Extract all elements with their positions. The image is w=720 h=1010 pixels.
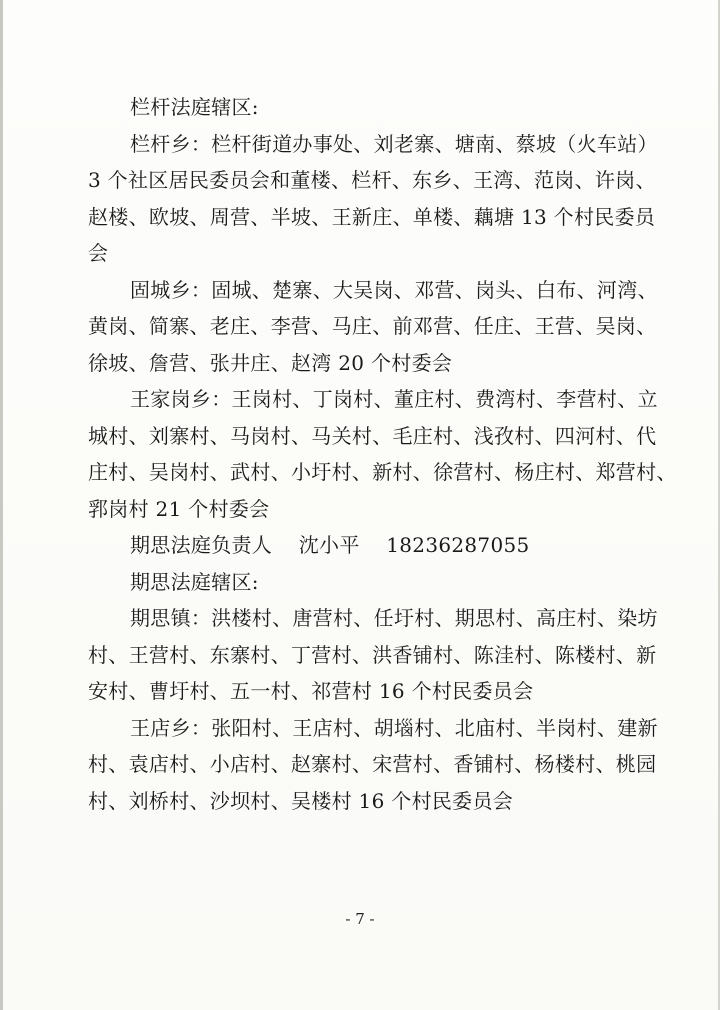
text-line: 栏杆乡：栏杆街道办事处、刘老寨、塘南、蔡坡（火车站） <box>130 131 658 156</box>
text-line: 安村、曹圩村、五一村、祁营村 16 个村民委员会 <box>88 679 534 703</box>
paragraph-qisi-town <box>88 600 658 710</box>
text-line: 3 个社区居民委员会和董楼、栏杆、东乡、王湾、范岗、许岗、 <box>88 168 656 192</box>
document-body <box>88 89 677 819</box>
text-line: 会 <box>88 241 109 265</box>
section-heading-langan: 栏杆法庭辖区: <box>130 95 259 119</box>
text-line: 庄村、吴岗村、武村、小圩村、新村、徐营村、杨庄村、郑营村、 <box>88 460 677 484</box>
page-number: - 7 - <box>345 910 375 928</box>
text-line: 村、刘桥村、沙坝村、吴楼村 16 个村民委员会 <box>88 788 514 813</box>
text-line: 城村、刘寨村、马岗村、马关村、毛庄村、浅孜村、四河村、代 <box>88 423 657 448</box>
text-line: 王店乡：张阳村、王店村、胡堖村、北庙村、半岗村、建新 <box>130 715 658 740</box>
text-line: 村、王营村、东寨村、丁营村、洪香铺村、陈洼村、陈楼村、新 <box>88 642 657 667</box>
paragraph-gucheng-township <box>88 272 658 382</box>
text-line: 固城乡：固城、楚寨、大吴岗、邓营、岗头、白布、河湾、 <box>130 277 658 302</box>
court-leader-line: 期思法庭负责人 沈小平 18236287055 <box>130 533 530 557</box>
scan-edge-left <box>0 0 3 1010</box>
text-line: 郛岗村 21 个村委会 <box>88 496 270 521</box>
text-line: 期思镇：洪楼村、唐营村、任圩村、期思村、高庄村、染坊 <box>130 606 658 630</box>
text-line: 徐坡、詹营、张井庄、赵湾 20 个村委会 <box>88 350 453 375</box>
paragraph-wangdian-township <box>88 710 658 820</box>
paragraph-wangjiagang-township <box>88 381 677 527</box>
text-line: 村、袁店村、小店村、赵寨村、宋营村、香铺村、杨楼村、桃园 <box>88 752 657 776</box>
paragraph-langan-township <box>88 126 658 272</box>
section-heading-qisi: 期思法庭辖区: <box>130 569 259 594</box>
text-line: 黄岗、简寨、老庄、李营、马庄、前邓营、任庄、王营、吴岗、 <box>88 314 657 338</box>
text-line: 王家岗乡：王岗村、丁岗村、董庄村、费湾村、李营村、立 <box>130 387 658 411</box>
text-line: 赵楼、欧坡、周营、半坡、王新庄、单楼、藕塘 13 个村民委员 <box>88 204 656 229</box>
